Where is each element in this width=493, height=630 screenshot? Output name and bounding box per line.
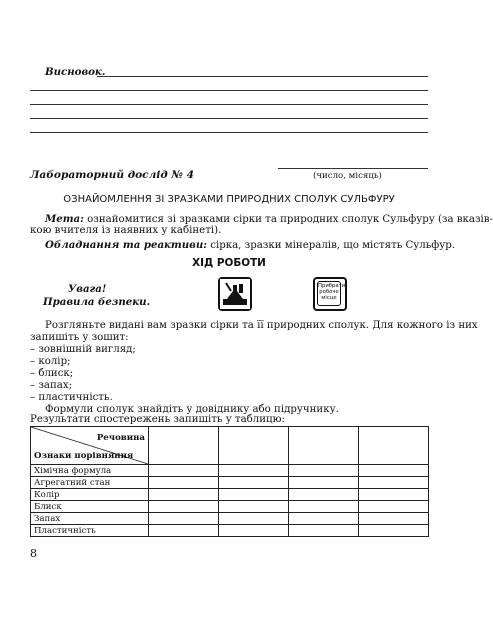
table-cell[interactable] [149,465,219,477]
conclusion-label: Висновок. [45,66,106,78]
formulas-hint: Формули сполук знайдіть у довіднику або підручнику. [45,404,339,415]
results-hint: Результати спостережень запишіть у таблицю: [30,414,285,425]
corner-bottom-label: Ознаки порівняння [34,451,134,461]
row-label: Агрегатний стан [31,477,149,489]
goal-text: ознайомитися зі зразками сірки та природних сполук Сульфуру (за вказів- [87,214,493,225]
table-cell[interactable] [289,427,359,465]
table-cell[interactable] [289,513,359,525]
table-cell[interactable] [219,465,289,477]
table-row [31,513,429,525]
table-cell[interactable] [149,513,219,525]
table-cell[interactable] [149,477,219,489]
equipment-line [45,239,455,252]
page-number: 8 [30,547,37,560]
table-cell[interactable] [359,513,429,525]
row-label: Колір [31,489,149,501]
date-hint: (число, місяць) [313,171,382,181]
warning-title: Увага! [68,283,107,295]
conclusion-line[interactable] [30,104,428,105]
table-cell[interactable] [219,513,289,525]
table-row [31,525,429,537]
table-cell[interactable] [289,489,359,501]
sign-text-1: Прибрати [318,283,346,289]
conclusion-line[interactable] [30,132,428,133]
table-cell[interactable] [219,501,289,513]
conclusion-line[interactable] [97,76,428,77]
clean-workplace-icon [313,277,347,311]
table-cell[interactable] [289,525,359,537]
lab-title: Лабораторний дослід № 4 [30,169,195,181]
sign-text-3: місце [321,295,337,302]
table-cell[interactable] [289,477,359,489]
equipment-label: Обладнання та реактиви: [45,239,207,251]
goal-text-cont: кою вчителя із наявних у кабінеті). [30,225,222,236]
instruction-text-cont: запишіть у зошит: [30,332,129,343]
table-cell[interactable] [289,465,359,477]
conclusion-line[interactable] [30,90,428,91]
lab-glassware-icon [218,277,252,311]
procedure-heading: ХІД РОБОТИ [192,257,266,269]
table-cell[interactable] [359,525,429,537]
goal-label: Мета: [45,213,84,225]
row-label: Запах [31,513,149,525]
corner-top-label: Речовина [96,433,145,443]
conclusion-line[interactable] [30,118,428,119]
table-cell[interactable] [149,525,219,537]
date-line[interactable] [278,168,428,169]
row-label: Блиск [31,501,149,513]
table-cell[interactable] [219,489,289,501]
table-cell[interactable] [359,427,429,465]
table-cell[interactable] [359,489,429,501]
list-item: – блиск; [30,368,74,379]
observation-table [30,426,429,537]
table-row [31,489,429,501]
table-cell[interactable] [289,501,359,513]
table-header-row [31,427,429,465]
lab-heading: ОЗНАЙОМЛЕННЯ ЗІ ЗРАЗКАМИ ПРИРОДНИХ СПОЛУК СУЛЬФУРУ [63,194,395,205]
table-cell[interactable] [359,501,429,513]
table-cell[interactable] [149,501,219,513]
equipment-text: сірка, зразки мінералів, що містять Сульфур. [210,240,456,251]
list-item: – запах; [30,380,73,391]
table-corner-cell [31,427,149,465]
warning-subtitle: Правила безпеки. [43,296,151,308]
table-cell[interactable] [219,477,289,489]
table-cell[interactable] [149,427,219,465]
table-cell[interactable] [359,477,429,489]
table-row [31,465,429,477]
row-label: Хімічна формула [31,465,149,477]
list-item: – пластичність. [30,392,113,403]
list-item: – зовнішній вигляд; [30,344,136,355]
list-item: – колір; [30,356,71,367]
table-cell[interactable] [219,525,289,537]
instruction-text: Розгляньте видані вам зразки сірки та її природних сполук. Для кожного із них [45,320,478,331]
row-label: Пластичність [31,525,149,537]
table-row [31,501,429,513]
table-cell[interactable] [359,465,429,477]
table-cell[interactable] [219,427,289,465]
table-cell[interactable] [149,489,219,501]
table-row [31,477,429,489]
sign-text-2: робоче [319,289,339,296]
